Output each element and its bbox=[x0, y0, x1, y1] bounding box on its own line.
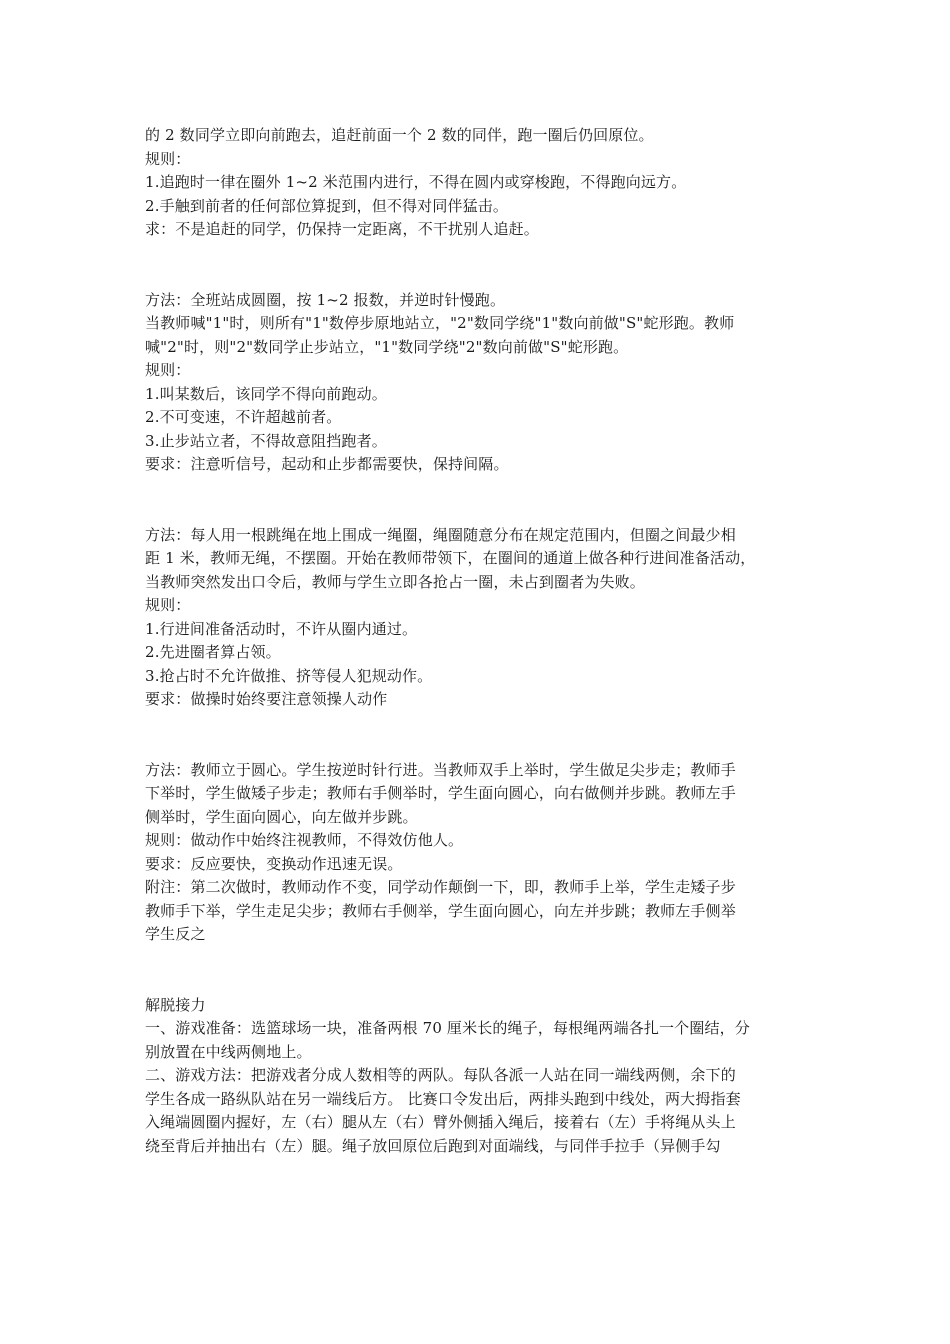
rules-heading: 规则： bbox=[145, 596, 191, 614]
section-spacer bbox=[145, 947, 815, 994]
text-line: 学生各成一路纵队站在另一端线后方。 比赛口令发出后，两排头跑到中线处，两大拇指套 bbox=[145, 1089, 741, 1108]
text-line: 的 2 数同学立即向前跑去，追赶前面一个 2 数的同伴，跑一圈后仍回原位。 bbox=[145, 126, 654, 144]
text-line: 教师手下举，学生走足尖步；教师右手侧举，学生面向圆心，向左并步跳；教师左手侧举 bbox=[145, 901, 736, 920]
text-line: 绕至背后并抽出右（左）腿。绳子放回原位后跑到对面端线，与同伴手拉手（异侧手勾 bbox=[145, 1136, 721, 1155]
section-teacher-signal-game bbox=[145, 759, 815, 947]
section-spacer bbox=[145, 242, 815, 289]
section-spacer bbox=[145, 477, 815, 524]
rule-item: 1.追跑时一律在圈外 1~2 米范围内进行，不得在圆内或穿梭跑，不得跑向远方。 bbox=[145, 173, 687, 191]
requirement-text: 求：不是追赶的同学，仍保持一定距离，不干扰别人追赶。 bbox=[145, 220, 539, 238]
preparation-text: 一、游戏准备：选篮球场一块，准备两根 70 厘米长的绳子，每根绳两端各扎一个圈结，分 bbox=[145, 1019, 750, 1037]
note-text: 附注：第二次做时，教师动作不变，同学动作颠倒一下，即，教师手上举，学生走矮子步 bbox=[145, 878, 736, 896]
requirement-text: 要求：做操时始终要注意领操人动作 bbox=[145, 690, 388, 708]
section-escape-relay bbox=[145, 994, 815, 1159]
section-spacer bbox=[145, 712, 815, 759]
section-title: 解脱接力 bbox=[145, 995, 206, 1014]
text-line: 当教师突然发出口令后，教师与学生立即各抢占一圈，未占到圈者为失败。 bbox=[145, 572, 645, 591]
text-line: 侧举时，学生面向圆心，向左做并步跳。 bbox=[145, 807, 418, 826]
rule-item: 1.行进间准备活动时，不许从圈内通过。 bbox=[145, 619, 418, 638]
method-text: 方法：每人用一根跳绳在地上围成一绳圈，绳圈随意分布在规定范围内，但圈之间最少相 bbox=[145, 525, 736, 544]
text-line: 下举时，学生做矮子步走；教师右手侧举时，学生面向圆心，向右做侧并步跳。教师左手 bbox=[145, 784, 736, 802]
section-chase-game-rules bbox=[145, 124, 815, 242]
rule-item: 2.先进圈者算占领。 bbox=[145, 643, 281, 661]
text-line: 喊"2"时，则"2"数同学止步站立，"1"数同学绕"2"数向前做"S"蛇形跑。 bbox=[145, 337, 629, 356]
text-line: 入绳端圆圈内握好，左（右）腿从左（右）臂外侧插入绳后，接着右（左）手将绳从头上 bbox=[145, 1113, 736, 1131]
rules-heading: 规则： bbox=[145, 149, 191, 168]
rule-item: 2.不可变速，不许超越前者。 bbox=[145, 408, 342, 426]
rule-item: 2.手触到前者的任何部位算捉到，但不得对同伴猛击。 bbox=[145, 196, 509, 215]
rule-item: 3.止步站立者，不得故意阻挡跑者。 bbox=[145, 431, 387, 450]
rules-text: 规则：做动作中始终注视教师，不得效仿他人。 bbox=[145, 831, 464, 849]
method-text: 二、游戏方法：把游戏者分成人数相等的两队。每队各派一人站在同一端线两侧，余下的 bbox=[145, 1066, 736, 1084]
method-text: 方法：教师立于圆心。学生按逆时针行进。当教师双手上举时，学生做足尖步走；教师手 bbox=[145, 760, 736, 779]
rules-heading: 规则： bbox=[145, 361, 191, 379]
text-line: 当教师喊"1"时，则所有"1"数停步原地站立，"2"数同学绕"1"数向前做"S"蛇形跑。教师 bbox=[145, 314, 735, 332]
text-line: 距 1 米，教师无绳，不摆圈。开始在教师带领下，在圈间的通道上做各种行进间准备活动， bbox=[145, 549, 756, 567]
text-line: 学生反之 bbox=[145, 925, 206, 943]
method-text: 方法：全班站成圆圈，按 1~2 报数，并逆时针慢跑。 bbox=[145, 290, 506, 309]
section-s-run-game bbox=[145, 289, 815, 477]
rule-item: 1.叫某数后，该同学不得向前跑动。 bbox=[145, 384, 387, 403]
section-rope-circle-game bbox=[145, 524, 815, 712]
requirement-text: 要求：注意听信号，起动和止步都需要快，保持间隔。 bbox=[145, 455, 509, 473]
requirement-text: 要求：反应要快，变换动作迅速无误。 bbox=[145, 854, 403, 873]
rule-item: 3.抢占时不允许做推、挤等侵人犯规动作。 bbox=[145, 666, 433, 685]
text-line: 别放置在中线两侧地上。 bbox=[145, 1042, 312, 1061]
document-page bbox=[145, 124, 815, 1158]
